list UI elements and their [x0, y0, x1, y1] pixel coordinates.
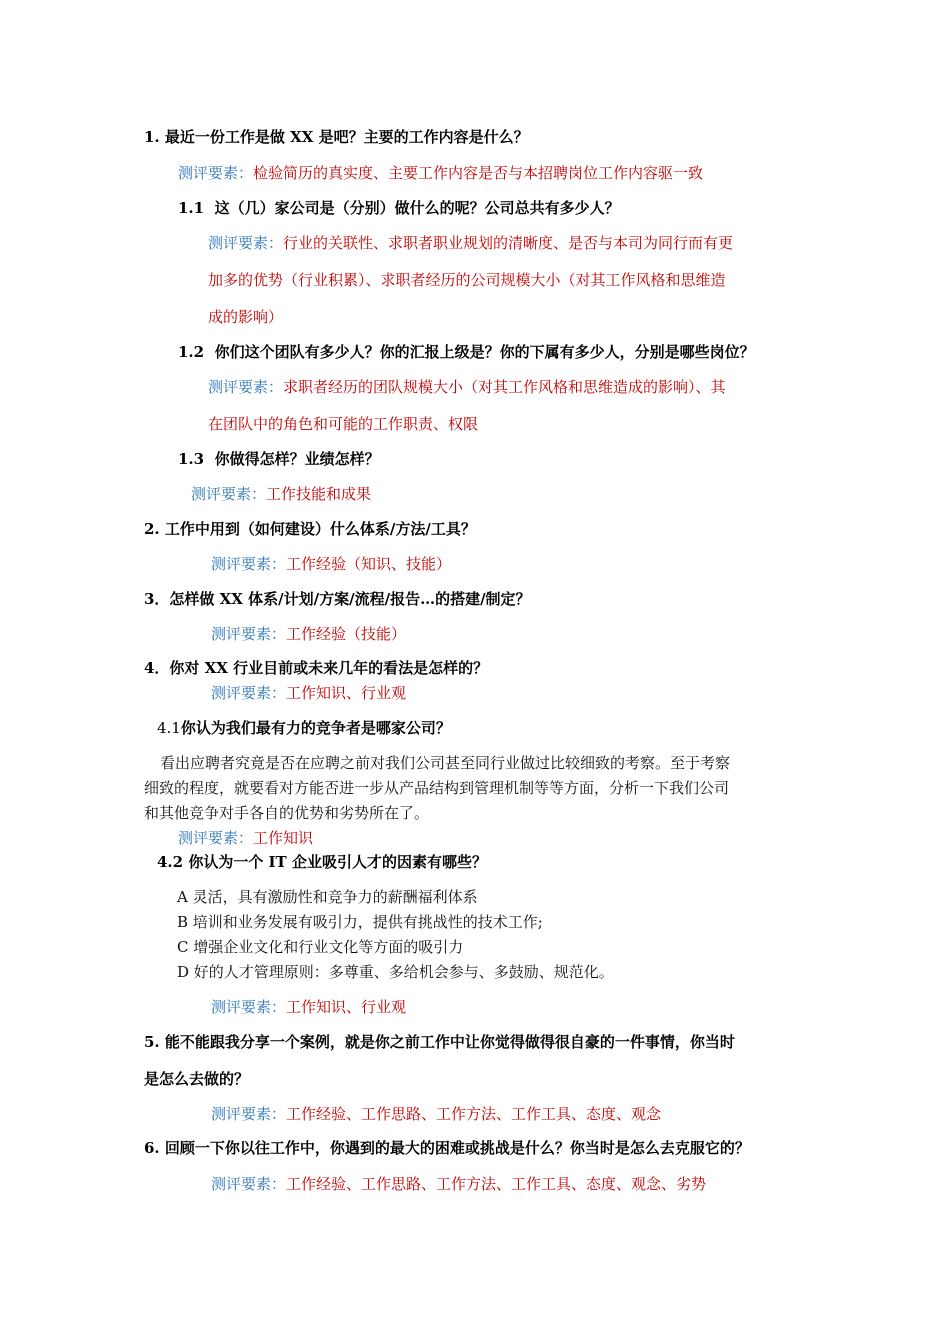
question-1-3-eval [191, 484, 371, 504]
eval-label: 测评要素： [211, 625, 287, 643]
question-4-1-paragraph-line-2: 细致的程度，就要看对方能否进一步从产品结构到管理机制等等方面，分析一下我们公司 [144, 779, 730, 797]
eval-label: 测评要素： [208, 234, 284, 252]
question-1-1-eval-line-1 [208, 233, 733, 253]
eval-label: 测评要素： [211, 1175, 287, 1193]
question-1-1-eval-line-2: 加多的优势（行业积累）、求职者经历的公司规模大小（对其工作风格和思维造 [208, 271, 726, 289]
question-number: 4.1 [157, 719, 181, 737]
question-4-2-item-c: C 增强企业文化和行业文化等方面的吸引力 [177, 938, 464, 956]
question-1-1-title [178, 198, 620, 218]
question-4-eval [211, 683, 406, 703]
eval-label: 测评要素： [211, 1105, 287, 1123]
question-1-2-eval-line-2: 在团队中的角色和可能的工作职责、权限 [208, 415, 479, 433]
question-5-title-line-2: 是怎么去做的？ [144, 1070, 250, 1088]
question-number: 1.3 [178, 450, 205, 468]
eval-label: 测评要素： [178, 829, 254, 847]
question-4-2-item-d: D 好的人才管理原则：多尊重、多给机会参与、多鼓励、规范化。 [177, 963, 614, 981]
question-3-title: 3．怎样做 XX 体系/计划/方案/流程/报告…的搭建/制定？ [144, 590, 531, 608]
question-text: 你做得怎样？业绩怎样？ [214, 450, 380, 468]
eval-label: 测评要素： [178, 164, 254, 182]
question-number: 1.2 [178, 343, 205, 361]
question-4-2-title: 4.2 你认为一个 IT 企业吸引人才的因素有哪些？ [157, 853, 487, 871]
eval-value: 求职者经历的团队规模大小（对其工作风格和思维造成的影响）、其 [283, 378, 726, 396]
question-number: 1.1 [178, 199, 205, 217]
question-1-1-eval-line-3: 成的影响） [208, 308, 284, 326]
question-4-1-paragraph-line-1: 看出应聘者究竟是否在应聘之前对我们公司甚至同行业做过比较细致的考察。至于考察 [160, 754, 731, 772]
question-5-title-line-1: 5. 能不能跟我分享一个案例，就是你之前工作中让你觉得做得很自豪的一件事情，你当时 [144, 1033, 735, 1051]
question-6-title: 6. 回顾一下你以往工作中，你遇到的最大的困难或挑战是什么？你当时是怎么去克服它的？ [144, 1139, 750, 1157]
question-1-2-title [178, 342, 755, 362]
eval-value: 工作知识、行业观 [286, 998, 407, 1016]
eval-value: 工作经验、工作思路、工作方法、工作工具、态度、观念、劣势 [286, 1175, 707, 1193]
question-5-eval [211, 1104, 661, 1124]
eval-label: 测评要素： [191, 485, 267, 503]
eval-label: 测评要素： [211, 684, 287, 702]
question-4-2-item-b: B 培训和业务发展有吸引力，提供有挑战性的技术工作; [177, 913, 543, 931]
question-3-eval [211, 624, 406, 644]
eval-label: 测评要素： [208, 378, 284, 396]
eval-value: 检验简历的真实度、主要工作内容是否与本招聘岗位工作内容驱一致 [253, 164, 704, 182]
question-text: 你认为我们最有力的竞争者是哪家公司？ [180, 719, 451, 737]
question-1-title: 1. 最近一份工作是做 XX 是吧？主要的工作内容是什么？ [144, 128, 529, 146]
question-2-eval [211, 554, 451, 574]
eval-value: 行业的关联性、求职者职业规划的清晰度、是否与本司为同行而有更 [283, 234, 734, 252]
question-1-3-title [178, 449, 380, 469]
eval-value: 工作知识、行业观 [286, 684, 407, 702]
question-4-1-eval [178, 828, 313, 848]
question-1-2-eval-line-1 [208, 377, 726, 397]
question-text: 你们这个团队有多少人？你的汇报上级是？你的下属有多少人，分别是哪些岗位？ [214, 343, 755, 361]
eval-value: 工作经验（知识、技能） [286, 555, 452, 573]
question-4-1-title [157, 718, 451, 738]
question-4-title: 4．你对 XX 行业目前或未来几年的看法是怎样的？ [144, 659, 489, 677]
question-text: 这（几）家公司是（分别）做什么的呢？公司总共有多少人？ [214, 199, 620, 217]
question-4-2-item-a: A 灵活，具有激励性和竞争力的薪酬福利体系 [177, 888, 478, 906]
eval-value: 工作知识 [253, 829, 314, 847]
eval-label: 测评要素： [211, 555, 287, 573]
question-4-1-paragraph-line-3: 和其他竞争对手各自的优势和劣势所在了。 [144, 804, 430, 822]
eval-value: 工作技能和成果 [266, 485, 372, 503]
eval-value: 工作经验（技能） [286, 625, 407, 643]
question-6-eval [211, 1174, 706, 1194]
question-4-2-eval [211, 997, 406, 1017]
eval-label: 测评要素： [211, 998, 287, 1016]
question-1-eval [178, 163, 703, 183]
question-2-title: 2. 工作中用到（如何建设）什么体系/方法/工具？ [144, 520, 476, 538]
eval-value: 工作经验、工作思路、工作方法、工作工具、态度、观念 [286, 1105, 662, 1123]
